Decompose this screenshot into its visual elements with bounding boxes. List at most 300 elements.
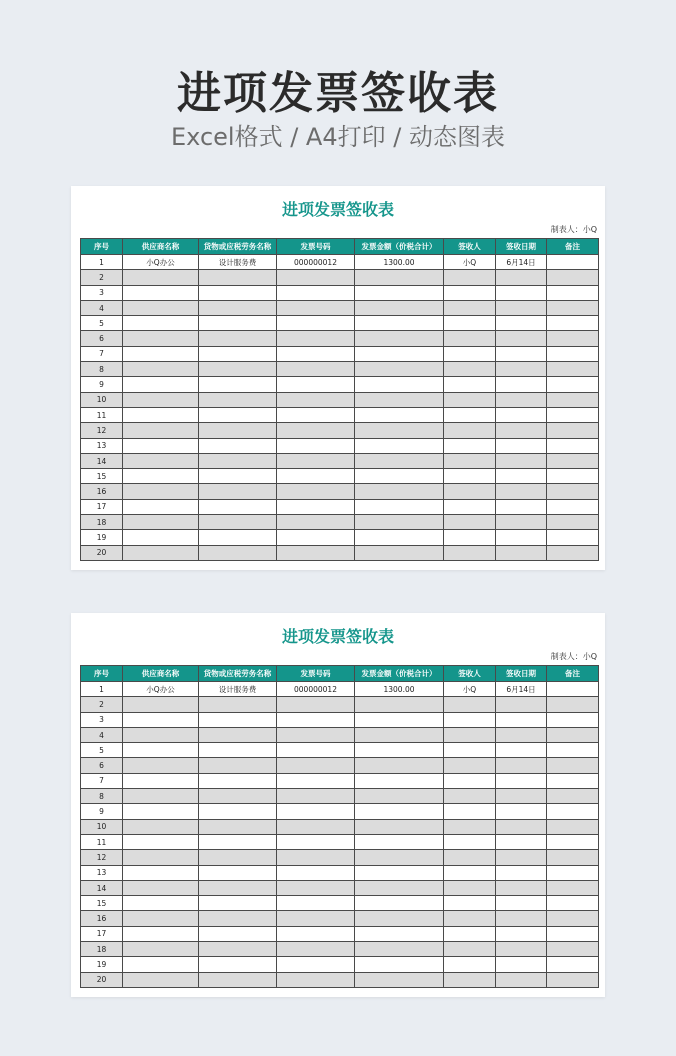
table-cell: 1300.00: [355, 255, 444, 270]
table-cell: [199, 789, 277, 804]
table-cell: [123, 453, 199, 468]
table-cell: 1: [81, 682, 123, 697]
table-cell: [547, 300, 599, 315]
table-cell: [547, 255, 599, 270]
table-cell: [277, 515, 355, 530]
table-cell: [199, 469, 277, 484]
table-cell: 13: [81, 438, 123, 453]
table-cell: [277, 469, 355, 484]
table-cell: [547, 926, 599, 941]
table-cell: [355, 789, 444, 804]
table-cell: [496, 957, 547, 972]
table-cell: [199, 773, 277, 788]
table-cell: [444, 316, 496, 331]
column-header: 发票号码: [277, 666, 355, 682]
table-cell: [444, 789, 496, 804]
table-cell: [444, 743, 496, 758]
table-row: [81, 438, 599, 453]
table-cell: 11: [81, 407, 123, 422]
table-cell: 9: [81, 804, 123, 819]
table-cell: [496, 515, 547, 530]
table-cell: [496, 346, 547, 361]
table-cell: [355, 300, 444, 315]
table-cell: [199, 712, 277, 727]
table-cell: 8: [81, 789, 123, 804]
table-cell: [355, 530, 444, 545]
table-row: [81, 926, 599, 941]
table-cell: [496, 942, 547, 957]
table-row: [81, 865, 599, 880]
table-cell: 4: [81, 727, 123, 742]
table-row: [81, 957, 599, 972]
table-cell: [547, 865, 599, 880]
table-cell: [496, 316, 547, 331]
table-cell: [123, 896, 199, 911]
table-cell: 000000012: [277, 255, 355, 270]
table-cell: [277, 331, 355, 346]
table-cell: [547, 942, 599, 957]
table-cell: [277, 316, 355, 331]
table-cell: [123, 316, 199, 331]
table-cell: [444, 377, 496, 392]
table-cell: [355, 515, 444, 530]
table-cell: [355, 819, 444, 834]
table-cell: [355, 285, 444, 300]
table-cell: [547, 453, 599, 468]
table-cell: [496, 727, 547, 742]
table-cell: 6: [81, 331, 123, 346]
table-row: [81, 407, 599, 422]
table-row: [81, 712, 599, 727]
table-row: [81, 469, 599, 484]
table-cell: 19: [81, 530, 123, 545]
table-cell: 6月14日: [496, 255, 547, 270]
table-cell: [277, 530, 355, 545]
table-cell: [123, 270, 199, 285]
table-cell: 3: [81, 712, 123, 727]
table-cell: [355, 942, 444, 957]
table-cell: 15: [81, 896, 123, 911]
table-row: [81, 316, 599, 331]
table-row: [81, 819, 599, 834]
table-cell: [496, 865, 547, 880]
table-cell: 小Q: [444, 255, 496, 270]
table-cell: [547, 362, 599, 377]
table-cell: [199, 896, 277, 911]
table-cell: 2: [81, 270, 123, 285]
column-header: 签收人: [444, 666, 496, 682]
table-cell: [547, 545, 599, 560]
sheet-title: 进项发票签收表: [281, 200, 394, 219]
table-cell: [547, 423, 599, 438]
table-cell: [123, 469, 199, 484]
table-cell: [496, 789, 547, 804]
table-cell: [496, 697, 547, 712]
table-cell: [547, 896, 599, 911]
table-cell: [496, 453, 547, 468]
table-cell: [199, 727, 277, 742]
table-cell: [123, 834, 199, 849]
table-cell: [199, 972, 277, 987]
table-row: [81, 346, 599, 361]
table-cell: [199, 316, 277, 331]
table-cell: [123, 697, 199, 712]
table-cell: [547, 957, 599, 972]
table-cell: [355, 270, 444, 285]
hero-title: 进项发票签收表: [177, 68, 499, 119]
table-cell: [355, 346, 444, 361]
table-cell: [123, 789, 199, 804]
table-cell: [496, 392, 547, 407]
table-cell: [277, 377, 355, 392]
table-cell: [123, 362, 199, 377]
column-header: 备注: [547, 666, 599, 682]
column-header: 签收日期: [496, 239, 547, 255]
table-cell: [547, 697, 599, 712]
table-cell: 16: [81, 484, 123, 499]
table-cell: [547, 316, 599, 331]
table-cell: [277, 727, 355, 742]
table-row: [81, 789, 599, 804]
table-cell: [355, 865, 444, 880]
table-cell: [355, 331, 444, 346]
table-cell: [199, 819, 277, 834]
table-cell: [277, 285, 355, 300]
header-row: [81, 666, 599, 682]
table-cell: [355, 712, 444, 727]
table-cell: [277, 712, 355, 727]
table-row: [81, 255, 599, 270]
maker-label: 制表人：小Q: [550, 225, 597, 234]
table-cell: [199, 530, 277, 545]
table-cell: [199, 438, 277, 453]
table-cell: [123, 331, 199, 346]
table-cell: [199, 285, 277, 300]
table-cell: [277, 957, 355, 972]
table-cell: 13: [81, 865, 123, 880]
table-cell: 小Q: [444, 682, 496, 697]
table-cell: [199, 499, 277, 514]
column-header: 货物或应税劳务名称: [199, 666, 277, 682]
table-cell: [547, 850, 599, 865]
table-cell: 17: [81, 926, 123, 941]
table-cell: [496, 423, 547, 438]
table-cell: [496, 712, 547, 727]
table-cell: 1300.00: [355, 682, 444, 697]
table-cell: [277, 758, 355, 773]
table-cell: [199, 880, 277, 895]
table-cell: [496, 804, 547, 819]
table-cell: 16: [81, 911, 123, 926]
table-cell: [277, 346, 355, 361]
table-cell: [123, 285, 199, 300]
table-cell: [496, 819, 547, 834]
table-cell: [547, 743, 599, 758]
table-cell: [123, 377, 199, 392]
table-cell: [547, 346, 599, 361]
table-row: [81, 377, 599, 392]
table-cell: [547, 438, 599, 453]
table-cell: [123, 712, 199, 727]
table-cell: [123, 773, 199, 788]
table-cell: [277, 484, 355, 499]
table-cell: [444, 346, 496, 361]
table-cell: [277, 880, 355, 895]
table-cell: [547, 972, 599, 987]
table-cell: [547, 911, 599, 926]
table-cell: [444, 453, 496, 468]
column-header: 序号: [81, 239, 123, 255]
table-cell: [496, 270, 547, 285]
table-cell: [496, 911, 547, 926]
table-cell: [355, 407, 444, 422]
table-cell: [199, 300, 277, 315]
table-cell: [277, 423, 355, 438]
table-cell: [355, 362, 444, 377]
table-row: [81, 758, 599, 773]
column-header: 签收日期: [496, 666, 547, 682]
table-row: [81, 743, 599, 758]
table-cell: [444, 407, 496, 422]
column-header: 发票号码: [277, 239, 355, 255]
hero-subtitle: Excel格式 / A4打印 / 动态图表: [171, 123, 505, 151]
table-cell: 10: [81, 392, 123, 407]
table-row: [81, 484, 599, 499]
table-cell: [547, 270, 599, 285]
table-cell: [277, 789, 355, 804]
table-cell: [355, 926, 444, 941]
table-cell: [199, 423, 277, 438]
table-cell: [199, 377, 277, 392]
column-header: 货物或应税劳务名称: [199, 239, 277, 255]
table-cell: [496, 896, 547, 911]
table-cell: [444, 423, 496, 438]
table-row: [81, 453, 599, 468]
table-cell: [355, 850, 444, 865]
table-cell: [547, 819, 599, 834]
table-cell: 12: [81, 423, 123, 438]
table-cell: [123, 865, 199, 880]
table-row: [81, 850, 599, 865]
table-cell: [123, 515, 199, 530]
table-cell: [496, 743, 547, 758]
table-cell: 5: [81, 316, 123, 331]
table-cell: [444, 285, 496, 300]
table-body: [81, 682, 599, 988]
table-cell: [547, 377, 599, 392]
table-cell: 10: [81, 819, 123, 834]
table-cell: [496, 972, 547, 987]
table-cell: [199, 346, 277, 361]
table-cell: [444, 515, 496, 530]
table-cell: [123, 727, 199, 742]
table-cell: [444, 499, 496, 514]
table-cell: [277, 407, 355, 422]
table-cell: [444, 300, 496, 315]
table-cell: [496, 758, 547, 773]
table-cell: [277, 743, 355, 758]
table-cell: [496, 834, 547, 849]
table-cell: [199, 407, 277, 422]
table-cell: 6: [81, 758, 123, 773]
table-cell: 15: [81, 469, 123, 484]
table-cell: 7: [81, 773, 123, 788]
table-cell: [123, 530, 199, 545]
table-cell: [355, 727, 444, 742]
table-cell: [277, 362, 355, 377]
table-cell: [547, 392, 599, 407]
table-cell: [355, 834, 444, 849]
table-cell: [444, 773, 496, 788]
table-cell: [355, 377, 444, 392]
table-cell: [277, 773, 355, 788]
table-cell: [355, 316, 444, 331]
table-cell: [123, 423, 199, 438]
table-cell: 11: [81, 834, 123, 849]
table-cell: [199, 392, 277, 407]
table-cell: [199, 758, 277, 773]
table-cell: [123, 392, 199, 407]
table-cell: [547, 712, 599, 727]
table-cell: [444, 545, 496, 560]
table-cell: [277, 392, 355, 407]
table-cell: [277, 438, 355, 453]
table-row: [81, 942, 599, 957]
table-cell: [496, 469, 547, 484]
table-cell: [547, 773, 599, 788]
table-cell: [123, 438, 199, 453]
table-cell: [547, 789, 599, 804]
table-cell: [444, 926, 496, 941]
sheet-preview-2: [71, 613, 605, 997]
table-cell: [277, 850, 355, 865]
table-cell: [496, 545, 547, 560]
table-cell: [496, 850, 547, 865]
table-cell: [277, 804, 355, 819]
table-cell: [199, 697, 277, 712]
table-cell: [496, 926, 547, 941]
column-header: 供应商名称: [123, 239, 199, 255]
table-cell: [355, 423, 444, 438]
table-cell: 小Q办公: [123, 682, 199, 697]
table-cell: [123, 346, 199, 361]
table-cell: [444, 392, 496, 407]
table-cell: [277, 545, 355, 560]
table-row: [81, 285, 599, 300]
header-row: [81, 239, 599, 255]
table-cell: [496, 331, 547, 346]
table-cell: [444, 484, 496, 499]
column-header: 序号: [81, 666, 123, 682]
table-cell: [277, 865, 355, 880]
table-cell: [444, 530, 496, 545]
table-body: [81, 255, 599, 561]
table-cell: 19: [81, 957, 123, 972]
sheet-preview-1: [71, 186, 605, 570]
table-cell: [444, 362, 496, 377]
column-header: 发票金额（价税合计）: [355, 239, 444, 255]
table-cell: [496, 362, 547, 377]
table-cell: 8: [81, 362, 123, 377]
table-cell: [123, 804, 199, 819]
table-cell: [199, 957, 277, 972]
table-cell: [355, 438, 444, 453]
table-cell: 1: [81, 255, 123, 270]
table-cell: [547, 407, 599, 422]
table-cell: [444, 880, 496, 895]
table-cell: [123, 484, 199, 499]
table-cell: [123, 407, 199, 422]
table-cell: [277, 300, 355, 315]
table-cell: [547, 834, 599, 849]
table-cell: [199, 362, 277, 377]
table-row: [81, 530, 599, 545]
table-cell: [277, 697, 355, 712]
table-cell: [444, 469, 496, 484]
sheet-title: 进项发票签收表: [281, 627, 394, 646]
table-cell: [355, 972, 444, 987]
table-cell: 18: [81, 515, 123, 530]
table-cell: 3: [81, 285, 123, 300]
table-cell: 14: [81, 880, 123, 895]
table-cell: [123, 545, 199, 560]
table-cell: [355, 469, 444, 484]
table-cell: [547, 682, 599, 697]
table-cell: [496, 377, 547, 392]
table-cell: [444, 438, 496, 453]
table-row: [81, 880, 599, 895]
table-cell: [444, 727, 496, 742]
table-row: [81, 682, 599, 697]
table-cell: [355, 453, 444, 468]
table-cell: 2: [81, 697, 123, 712]
table-cell: [496, 773, 547, 788]
table-cell: [199, 743, 277, 758]
column-header: 备注: [547, 239, 599, 255]
table-cell: [444, 911, 496, 926]
table-cell: [444, 712, 496, 727]
table-row: [81, 896, 599, 911]
table-cell: [496, 438, 547, 453]
table-cell: [277, 819, 355, 834]
table-cell: [355, 773, 444, 788]
table-cell: [496, 499, 547, 514]
column-header: 供应商名称: [123, 666, 199, 682]
table-cell: [355, 957, 444, 972]
table-cell: 6月14日: [496, 682, 547, 697]
maker-label: 制表人：小Q: [550, 652, 597, 661]
table-cell: [199, 545, 277, 560]
table-cell: [123, 743, 199, 758]
table-cell: [547, 515, 599, 530]
table-cell: [355, 484, 444, 499]
table-cell: [199, 331, 277, 346]
table-cell: [199, 850, 277, 865]
table-cell: [355, 545, 444, 560]
table-cell: [444, 972, 496, 987]
table-cell: 9: [81, 377, 123, 392]
table-cell: 000000012: [277, 682, 355, 697]
table-cell: [444, 834, 496, 849]
table-cell: [496, 484, 547, 499]
table-cell: [355, 804, 444, 819]
table-cell: [547, 804, 599, 819]
table-cell: 7: [81, 346, 123, 361]
table-cell: [123, 850, 199, 865]
column-header: 发票金额（价税合计）: [355, 666, 444, 682]
table-cell: [199, 484, 277, 499]
table-cell: [496, 880, 547, 895]
